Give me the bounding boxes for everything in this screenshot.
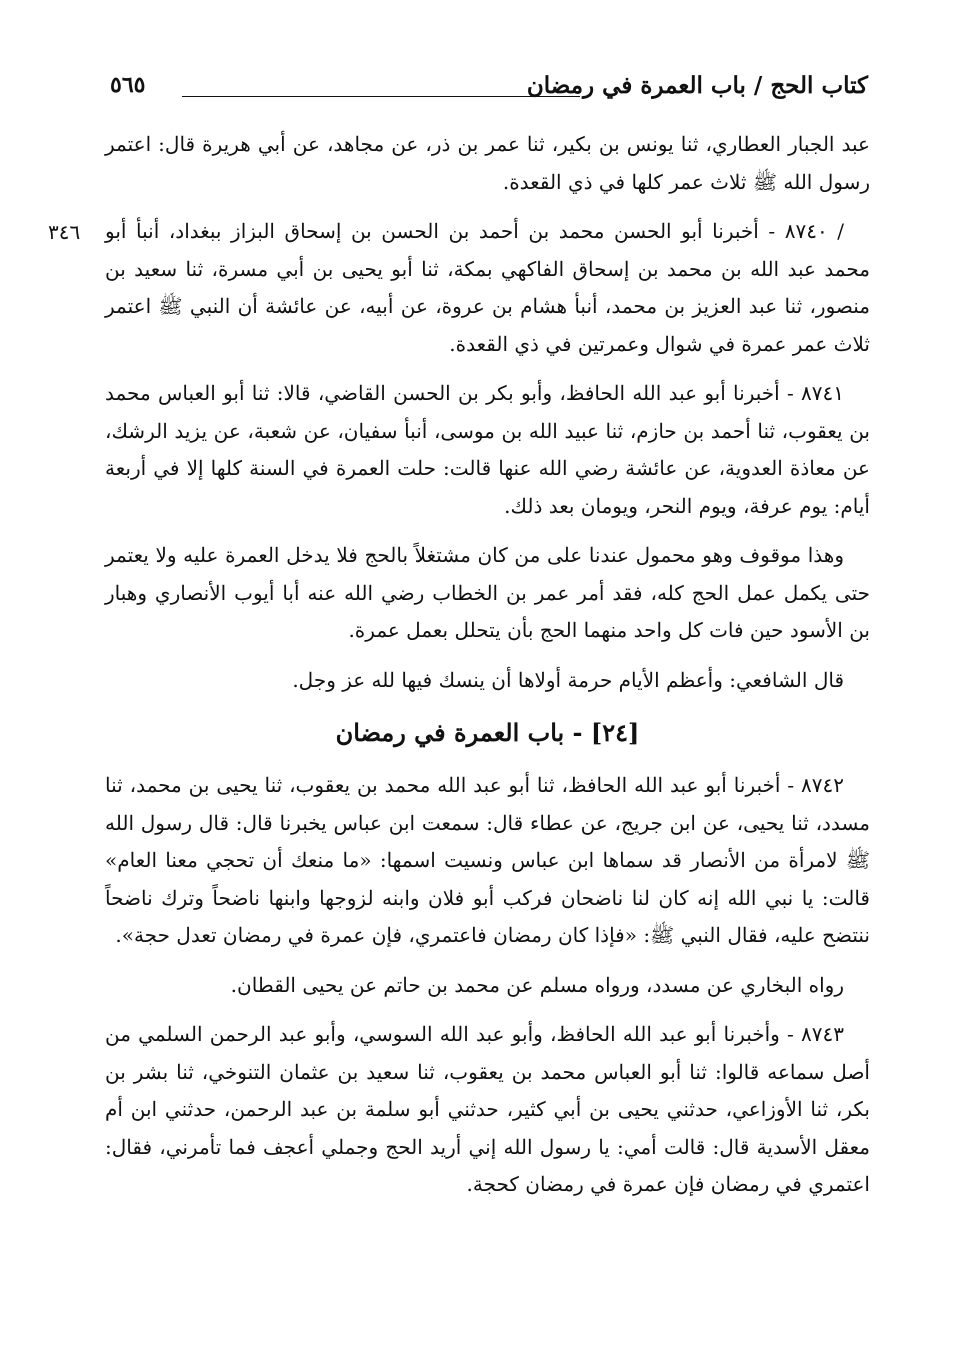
hadith-8741: ٨٧٤١ - أخبرنا أبو عبد الله الحافظ، وأبو بكر بن الحسن القاضي، قالا: ثنا أبو العباس محمد بن يعقوب، ثنا أحمد بن حازم، ثنا عبيد الله بن موسى، أنبأ سفيان، عن شعبة، عن يزيد الرشك، عن معاذة العدوية، عن عائشة رضي الله عنها قالت: حلت العمرة في السنة كلها إلا في أربعة أيام: يوم عرفة، ويوم النحر، ويومان بعد ذلك. bbox=[105, 381, 870, 518]
commentary-paragraph: وهذا موقوف وهو محمول عندنا على من كان مشتغلاً بالحج فلا يدخل العمرة عليه ولا يعتمر حتى يكمل عمل الحج كله، فقد أمر عمر بن الخطاب رضي الله عنه أبا أيوب الأنصاري وهبار بن الأسود حين فات كل واحد منهما الحج بأن يتحلل بعمل عمرة. bbox=[105, 543, 870, 642]
shafii-quote: قال الشافعي: وأعظم الأيام حرمة أولاها أن ينسك فيها لله عز وجل. bbox=[292, 667, 844, 692]
page-body bbox=[105, 126, 870, 1216]
page-number: ٥٦٥ bbox=[110, 72, 146, 98]
hadith-8740: / ٨٧٤٠ - أخبرنا أبو الحسن محمد بن أحمد بن الحسن بن إسحاق البزاز ببغداد، أنبأ أبو محمد عبد الله بن محمد بن إسحاق الفاكهي بمكة، ثنا أبو يحيى بن أبي مسرة، ثنا سعيد بن منصور، ثنا عبد العزيز بن محمد، أنبأ هشام بن عروة، عن أبيه، عن عائشة أن النبي ﷺ اعتمر ثلاث عمر عمرة في شوال وعمرتين في ذي القعدة. bbox=[105, 219, 870, 356]
paragraph-continuation: عبد الجبار العطاري، ثنا يونس بن بكير، ثنا عمر بن ذر، عن مجاهد، عن أبي هريرة قال: اعتمر رسول الله ﷺ ثلاث عمر كلها في ذي القعدة. bbox=[105, 132, 870, 194]
section-title: [٢٤] - باب العمرة في رمضان bbox=[335, 718, 640, 747]
margin-page-reference: ٣٤٦ bbox=[48, 220, 81, 244]
header-title: كتاب الحج / باب العمرة في رمضان bbox=[526, 72, 868, 99]
narration-note: رواه البخاري عن مسدد، ورواه مسلم عن محمد بن حاتم عن يحيى القطان. bbox=[230, 972, 844, 997]
hadith-8743: ٨٧٤٣ - وأخبرنا أبو عبد الله الحافظ، وأبو عبد الله السوسي، وأبو عبد الرحمن السلمي من أصل سماعه قالوا: ثنا أبو العباس محمد بن يعقوب، ثنا سعيد بن عثمان التنوخي، ثنا بشر بن بكر، ثنا الأوزاعي، حدثني يحيى بن أبي كثير، حدثني أبو سلمة بن عبد الرحمن، حدثني ابن أم معقل الأسدية قال: قالت أمي: يا رسول الله إني أريد الحج وجملي أعجف فما تأمرني، فقال: اعتمري في رمضان فإن عمرة في رمضان كحجة. bbox=[105, 1022, 870, 1196]
header-rule bbox=[182, 96, 580, 97]
running-header bbox=[110, 72, 868, 112]
hadith-8742: ٨٧٤٢ - أخبرنا أبو عبد الله الحافظ، ثنا أبو عبد الله محمد بن يعقوب، ثنا يحيى بن محمد، ثنا مسدد، ثنا يحيى، عن ابن جريج، عن عطاء قال: سمعت ابن عباس يخبرنا قال: قال رسول الله ﷺ لامرأة من الأنصار قد سماها ابن عباس ونسيت اسمها: «ما منعك أن تحجي معنا العام» قالت: يا نبي الله إنه كان لنا ناضحان فركب أبو فلان وابنه لزوجها وابنها ناضحاً وترك ناضحاً ننتضح عليه، فقال النبي ﷺ: «فإذا كان رمضان فاعتمري، فإن عمرة في رمضان تعدل حجة». bbox=[105, 773, 870, 947]
